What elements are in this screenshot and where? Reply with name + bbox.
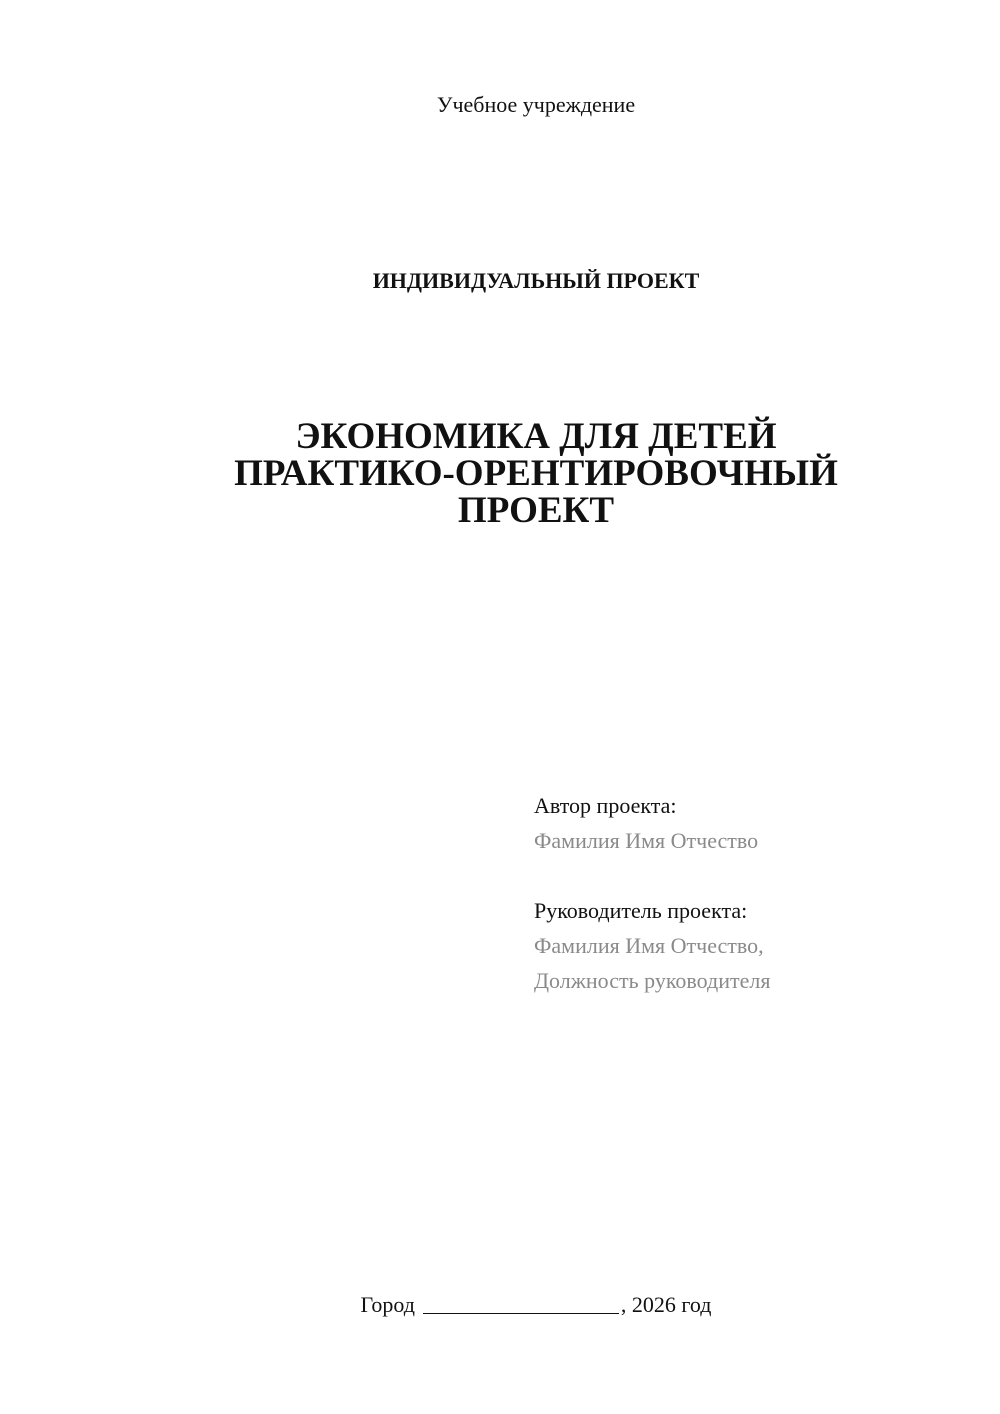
supervisor-position: Должность руководителя [534, 968, 771, 993]
city-year-line [0, 1289, 1000, 1320]
institution-name: Учебное учреждение [436, 92, 636, 117]
document-type: ИНДИВИДУАЛЬНЫЙ ПРОЕКТ [372, 268, 700, 293]
city-label: Город [360, 1292, 415, 1317]
supervisor-label: Руководитель проекта: [534, 898, 748, 923]
author-name: Фамилия Имя Отчество [534, 828, 759, 853]
city-blank-line [423, 1291, 619, 1314]
credits-spacer [534, 858, 974, 893]
supervisor-name: Фамилия Имя Отчество, [534, 933, 764, 958]
credits-block [534, 788, 974, 998]
project-title-line-2: ПРАКТИКО-ОРЕНТИРОВОЧНЫЙ [234, 453, 838, 494]
year-text: , 2026 год [620, 1292, 712, 1317]
project-title-line-1: ЭКОНОМИКА ДЛЯ ДЕТЕЙ [295, 416, 777, 457]
author-label: Автор проекта: [534, 793, 677, 818]
project-title [0, 418, 1000, 529]
project-title-line-3: ПРОЕКТ [457, 490, 615, 531]
